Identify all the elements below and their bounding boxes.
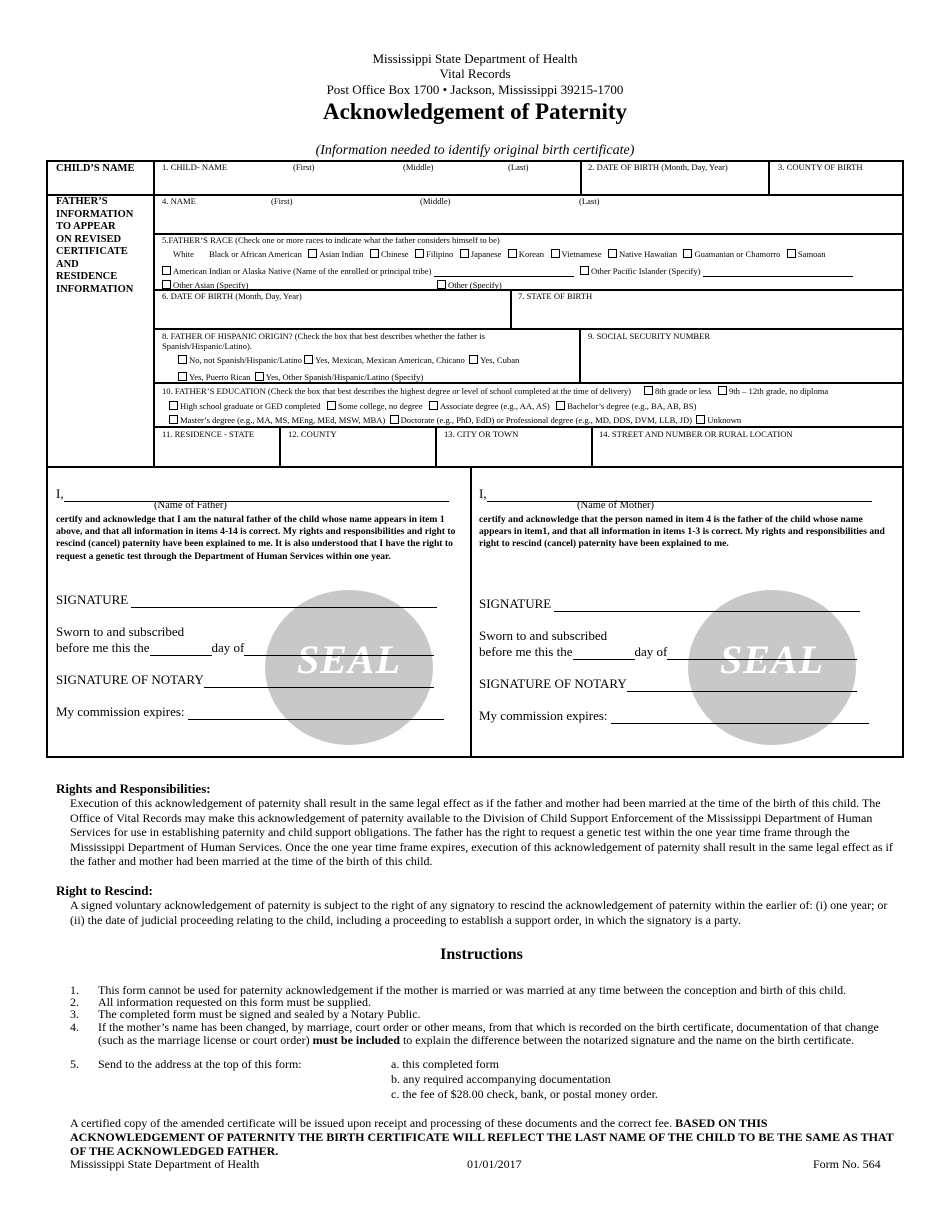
- instruction-text: If the mother’s name has been changed, by marriage, court order or other means, from that which is recorded on the birth certificate, documentation of that change (such as the marriage license or court order) must be included to explain the difference between the notarized signature and the name on the birth certificate.: [98, 1020, 879, 1047]
- checkbox[interactable]: [370, 249, 379, 258]
- child-last-caption: (Last): [508, 162, 529, 172]
- hispanic-origin-label: 8. FATHER OF HISPANIC ORIGIN? (Check the box that best describes whether the father is: [162, 331, 485, 341]
- agency-address: Post Office Box 1700 • Jackson, Mississippi 39215-1700: [326, 82, 624, 97]
- instruction-number: 1.: [70, 983, 79, 997]
- education-row-2: High school graduate or GED completed Some college, no degree Associate degree (e.g., AA, AS) Bachelor’s degree (e.g., BA, AB, BS): [169, 401, 696, 412]
- agency-name: Mississippi State Department of Health: [372, 51, 578, 66]
- checkbox[interactable]: [551, 249, 560, 258]
- father-race-label: 5.FATHER’S RACE (Check one or more races to indicate what the father considers himself to be): [162, 235, 500, 245]
- send-list-item: a. this completed form: [391, 1057, 499, 1071]
- rescind-heading: Right to Rescind:: [56, 883, 153, 898]
- checkbox[interactable]: [460, 249, 469, 258]
- race-row-2: American Indian or Alaska Native (Name of the enrolled or principal tribe) Other Pacific Islander (Specify): [162, 263, 853, 277]
- child-middle-caption: (Middle): [403, 162, 434, 172]
- mother-signature-line[interactable]: SIGNATURE: [479, 596, 860, 612]
- checkbox[interactable]: [644, 386, 653, 395]
- residence-county-field[interactable]: 12. COUNTY: [288, 429, 337, 439]
- race-black[interactable]: Black or African American: [209, 249, 302, 259]
- seal-stamp: SEAL: [265, 590, 433, 745]
- footer-form-number: Form No. 564: [813, 1157, 881, 1171]
- mother-sworn-text: Sworn to and subscribed: [479, 628, 608, 643]
- instruction-number: 3.: [70, 1007, 79, 1021]
- father-sworn-text: Sworn to and subscribed: [56, 624, 185, 639]
- father-middle-caption: (Middle): [420, 196, 451, 206]
- seal-stamp: SEAL: [688, 590, 856, 745]
- father-section-label: FATHER’S INFORMATION TO APPEAR ON REVISED CERTIFICATE AND RESIDENCE INFORMATION: [56, 196, 134, 295]
- mother-commission-line[interactable]: My commission expires:: [479, 708, 869, 724]
- mother-statement: certify and acknowledge that the person named in item 4 is the father of the child whose name appears in item1, and that all information in items 1-3 is correct. My rights and responsibilities and right to rescind (cancel) paternity have been explained to me.: [479, 514, 885, 550]
- checkbox[interactable]: [255, 372, 264, 381]
- mother-name-caption: (Name of Mother): [577, 500, 654, 511]
- father-notary-line[interactable]: SIGNATURE OF NOTARY: [56, 672, 434, 688]
- footer-agency: Mississippi State Department of Health: [70, 1157, 260, 1171]
- residence-state-field[interactable]: 11. RESIDENCE - STATE: [162, 429, 255, 439]
- rights-heading: Rights and Responsibilities:: [56, 781, 211, 796]
- checkbox[interactable]: [178, 355, 187, 364]
- race-white[interactable]: White: [173, 249, 194, 259]
- checkbox[interactable]: [415, 249, 424, 258]
- checkbox[interactable]: [696, 415, 705, 424]
- checkbox[interactable]: [390, 415, 399, 424]
- child-county-field[interactable]: 3. COUNTY OF BIRTH: [778, 162, 863, 172]
- checkbox[interactable]: [608, 249, 617, 258]
- father-name-caption: (Name of Father): [154, 500, 227, 511]
- form-title: Acknowledgement of Paternity: [322, 99, 628, 124]
- race-row-3: Other Asian (Specify) Other (Specify): [162, 277, 729, 291]
- checkbox[interactable]: [437, 280, 446, 289]
- instruction-number: 2.: [70, 995, 79, 1009]
- mother-name-line[interactable]: I,: [479, 486, 872, 502]
- residence-street-field[interactable]: 14. STREET AND NUMBER OR RURAL LOCATION: [599, 429, 793, 439]
- father-name-line[interactable]: I,: [56, 486, 449, 502]
- checkbox[interactable]: [304, 355, 313, 364]
- childs-name-section-label: CHILD’S NAME: [56, 163, 135, 174]
- father-sworn-date-line[interactable]: before me this the day of: [56, 640, 434, 656]
- hispanic-origin-label-2: Spanish/Hispanic/Latino).: [162, 341, 252, 351]
- child-dob-field[interactable]: 2. DATE OF BIRTH (Month, Day, Year): [588, 162, 728, 172]
- mother-notary-line[interactable]: SIGNATURE OF NOTARY: [479, 676, 857, 692]
- footer-date: 01/01/2017: [467, 1157, 522, 1171]
- father-last-caption: (Last): [579, 196, 600, 206]
- checkbox[interactable]: [683, 249, 692, 258]
- instruction-text: Send to the address at the top of this form:: [98, 1057, 302, 1071]
- checkbox[interactable]: [718, 386, 727, 395]
- hispanic-row-2: Yes, Puerto Rican Yes, Other Spanish/Hispanic/Latino (Specify): [178, 369, 541, 383]
- checkbox[interactable]: [429, 401, 438, 410]
- checkbox[interactable]: [787, 249, 796, 258]
- education-row-3: Master’s degree (e.g., MA, MS, MEng, MEd, MSW, MBA) Doctorate (e.g., PhD, EdD) or Professional degree (e.g., MD, DDS, DVM, LLB, JD) Unknown: [169, 415, 741, 426]
- instructions-heading: Instructions: [440, 946, 523, 963]
- checkbox[interactable]: [327, 401, 336, 410]
- instruction-number: 4.: [70, 1020, 79, 1034]
- education-row-1: 10. FATHER’S EDUCATION (Check the box that best describes the highest degree or level of school completed at the time of delivery) 8th grade or less 9th – 12th grade, no diploma: [162, 386, 829, 396]
- father-signature-line[interactable]: SIGNATURE: [56, 592, 437, 608]
- father-state-of-birth-field[interactable]: 7. STATE OF BIRTH: [518, 291, 593, 301]
- father-statement: certify and acknowledge that I am the natural father of the child whose name appears in item 1 above, and that all information in items 4-14 is correct. My rights and responsibilities and right to rescind (cancel) paternity have been explained to me. It is also understood that I have the right to request a genetic test through the Department of Human Services within one year.: [56, 514, 456, 562]
- ssn-field[interactable]: 9. SOCIAL SECURITY NUMBER: [588, 331, 711, 341]
- father-dob-field[interactable]: 6. DATE OF BIRTH (Month, Day, Year): [162, 291, 302, 301]
- checkbox[interactable]: [178, 372, 187, 381]
- checkbox[interactable]: [469, 355, 478, 364]
- send-list-item: c. the fee of $28.00 check, bank, or postal money order.: [391, 1087, 658, 1101]
- instruction-text: The completed form must be signed and sealed by a Notary Public.: [98, 1007, 421, 1021]
- checkbox[interactable]: [556, 401, 565, 410]
- checkbox[interactable]: [169, 415, 178, 424]
- checkbox[interactable]: [162, 266, 171, 275]
- send-list-item: b. any required accompanying documentation: [391, 1072, 611, 1086]
- father-first-caption: (First): [271, 196, 293, 206]
- checkbox[interactable]: [308, 249, 317, 258]
- instruction-text: This form cannot be used for paternity acknowledgement if the mother is married or was married at any time between the conception and birth of this child.: [98, 983, 847, 997]
- certified-copy-note: A certified copy of the amended certificate will be issued upon receipt and processing of these documents and the correct fee. BASED ON THIS ACKNOWLEDGEMENT OF PATERNITY THE BIRTH CERTIFICATE WILL REFLECT THE LAST NAME OF THE CHILD TO BE THE SAME AS THAT OF THE ACKNOWLEDGED FATHER.: [70, 1116, 894, 1158]
- form-subtitle: (Information needed to identify original birth certificate): [315, 143, 635, 158]
- rights-body: Execution of this acknowledgement of paternity shall result in the same legal effect as if the father and mother had been married at the time of the birth of this child. The Office of Vital Records may make this acknowledgement of paternity available to the Division of Child Support Enforcement of the Mississippi Department of Human Services for use in establishing paternity and child support obligations. The father has the right to request a genetic test within the one year time frame through the Mississippi Department of Human Services. Once the one year time frame expires, execution of this acknowledgement of paternity shall result in the same legal effect as if the father and mother had been married at the time of the birth of this child.: [70, 796, 893, 868]
- mother-sworn-date-line[interactable]: before me this the day of: [479, 644, 857, 660]
- checkbox[interactable]: [508, 249, 517, 258]
- father-commission-line[interactable]: My commission expires:: [56, 704, 444, 720]
- residence-city-field[interactable]: 13. CITY OR TOWN: [444, 429, 519, 439]
- hispanic-row-1: No, not Spanish/Hispanic/Latino Yes, Mexican, Mexican American, Chicano Yes, Cuban: [178, 355, 519, 366]
- instruction-number: 5.: [70, 1057, 79, 1071]
- checkbox[interactable]: [580, 266, 589, 275]
- race-row-1: White Black or African American Asian Indian Chinese Filipino Japanese Korean Vietnamese Native Hawaiian Guamanian or Chamorro Samoan: [173, 249, 826, 259]
- division-name: Vital Records: [439, 66, 511, 81]
- child-first-caption: (First): [293, 162, 315, 172]
- rescind-body: A signed voluntary acknowledgement of paternity is subject to the right of any signatory to rescind the acknowledgement of paternity within the earlier of: (i) one year; or (ii) the date of judicial proceeding relating to the child, including a proceeding to establish a support order, in which the signatory is a party.: [70, 898, 888, 927]
- checkbox[interactable]: [162, 280, 171, 289]
- checkbox[interactable]: [169, 401, 178, 410]
- instruction-text: All information requested on this form must be supplied.: [98, 995, 371, 1009]
- father-name-field[interactable]: 4. NAME: [162, 196, 196, 206]
- child-name-field[interactable]: 1. CHILD- NAME: [162, 162, 228, 172]
